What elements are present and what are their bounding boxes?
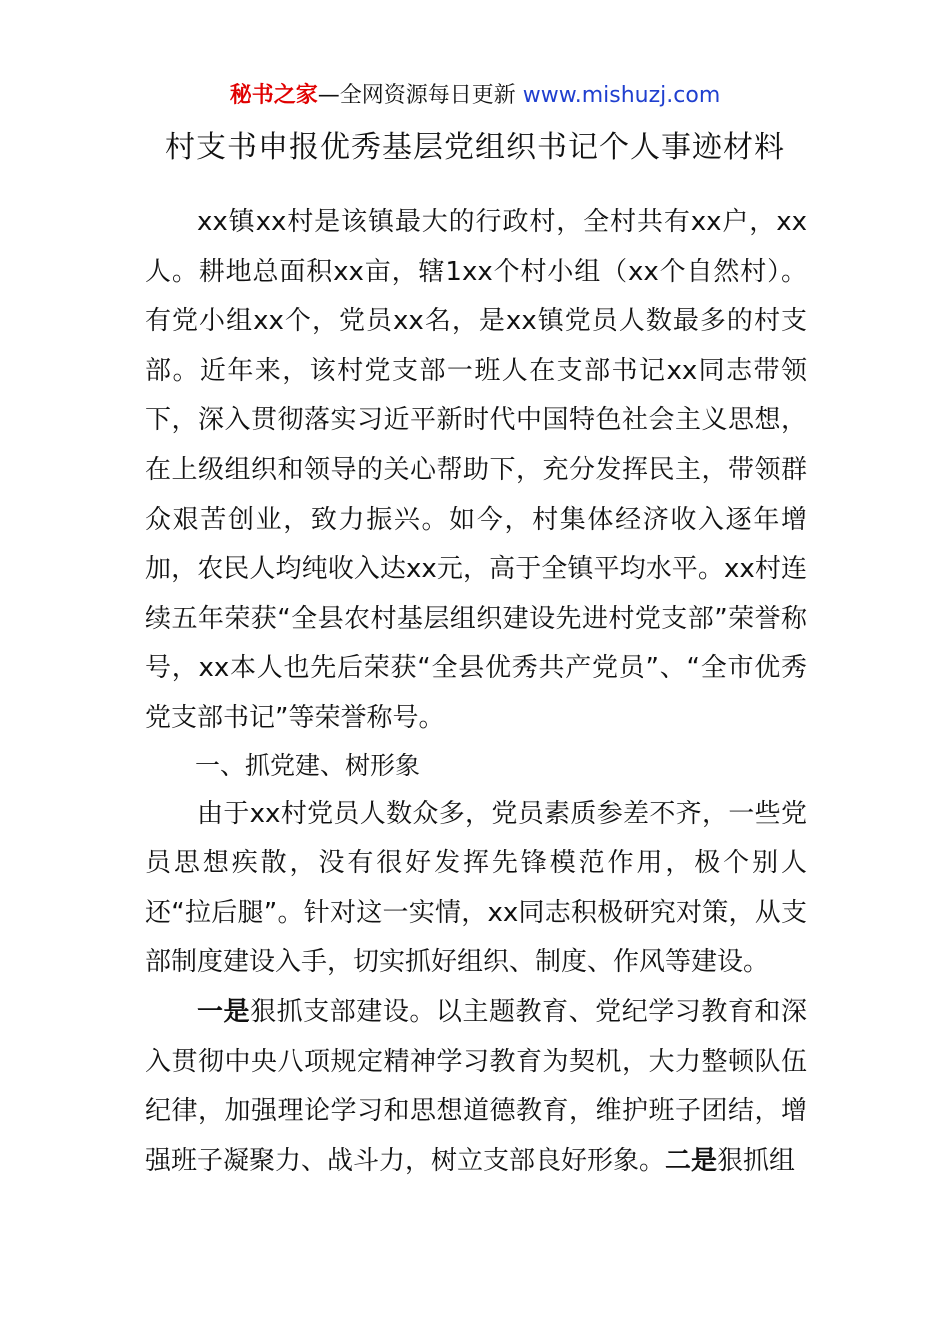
point-text-1: 狠抓支部建设。以主题教育、党纪学习教育和深入贯彻中央八项规定精神学习教育为契机，大力整顿队伍纪律，加强理论学习和思想道德教育，维护班子团结，增强班子凝聚力、战斗力，树立支部良好形象。 <box>145 996 807 1176</box>
point-lead-2: 二是 <box>665 1145 718 1176</box>
intro-paragraph: xx镇xx村是该镇最大的行政村，全村共有xx户，xx人。耕地总面积xx亩，辖1xx个村小组（xx个自然村）。有党小组xx个，党员xx名，是xx镇党员人数最多的村支部。近年来，该村党支部一班人在支部书记xx同志带领下，深入贯彻落实习近平新时代中国特色社会主义思想，在上级组织和领导的关心帮助下，充分发挥民主，带领群众艰苦创业，致力振兴。如今，村集体经济收入逐年增加，农民人均纯收入达xx元，高于全镇平均水平。xx村连续五年荣获“全县农村基层组织建设先进村党支部”荣誉称号，xx本人也先后荣获“全县优秀共产党员”、“全市优秀党支部书记”等荣誉称号。 <box>145 207 807 733</box>
brand-name: 秘书之家 <box>229 83 318 108</box>
section-paragraph: 由于xx村党员人数众多，党员素质参差不齐，一些党员思想疾散，没有很好发挥先锋模范作用，极个别人还“拉后腿”。针对这一实情，xx同志积极研究对策，从支部制度建设入手，切实抓好组织、制度、作风等建设。 <box>145 798 807 978</box>
point-text-2: 狠抓组 <box>717 1145 796 1176</box>
banner-slogan: —全网资源每日更新 <box>317 83 523 108</box>
site-url-link[interactable]: www.mishuzj.com <box>522 83 721 108</box>
document-body <box>145 198 807 1186</box>
point-lead-1: 一是 <box>197 996 251 1027</box>
point-paragraph <box>145 988 807 1186</box>
document-title: 村支书申报优秀基层党组织书记个人事迹材料 <box>165 130 785 165</box>
section-heading: 一、抓党建、树形象 <box>195 750 421 780</box>
site-banner <box>0 80 950 112</box>
